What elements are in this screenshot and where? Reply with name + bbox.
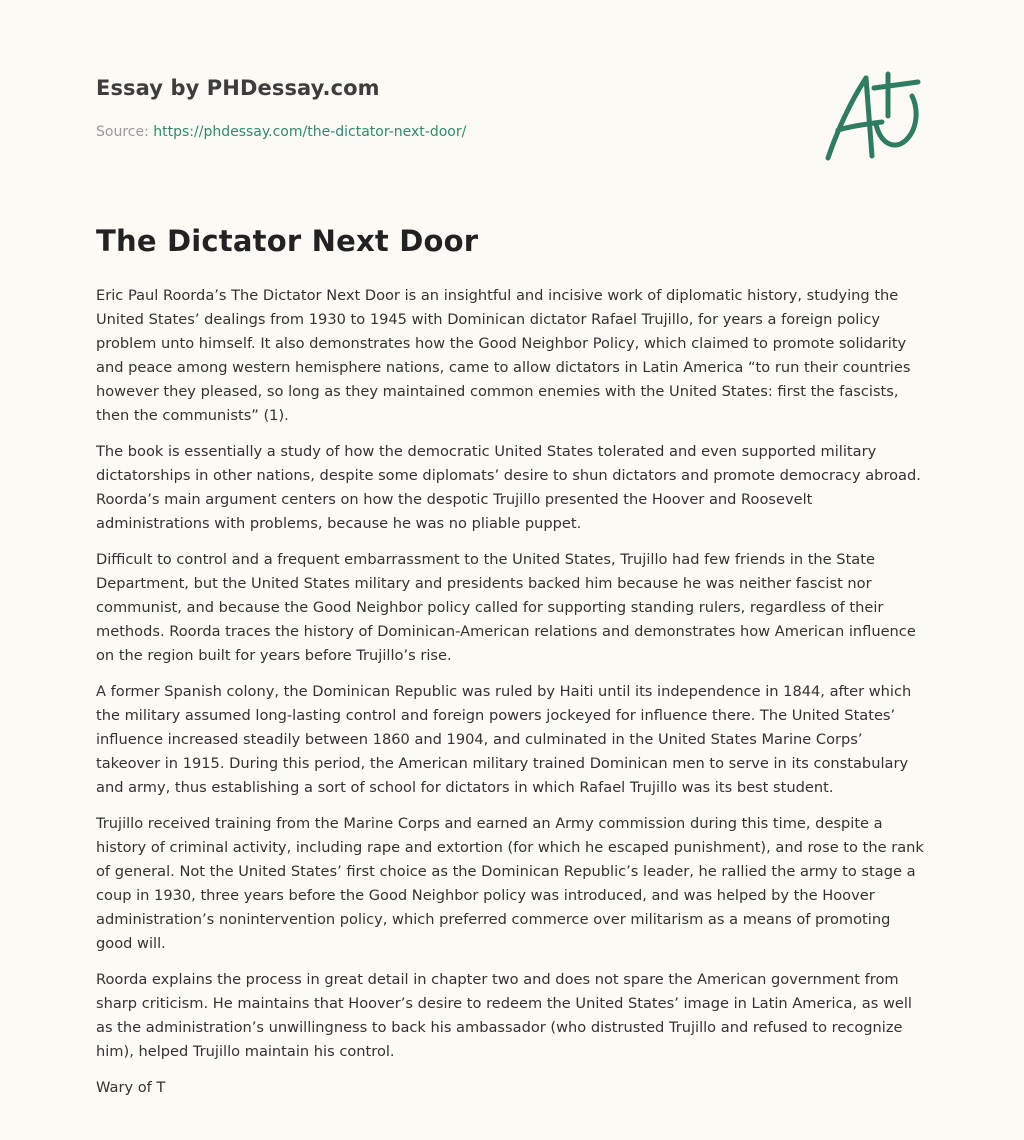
essay-paragraph: Roorda explains the process in great detail in chapter two and does not spare the American government from sharp criticism. He maintains that Hoover’s desire to redeem the United States’ image in Latin America, as well as the administration’s unwillingness to back his ambassador (who distrusted Trujillo and refused to recognize him), helped Trujillo maintain his control. [96,971,912,1060]
essay-paragraph: Difficult to control and a frequent embarrassment to the United States, Trujillo had few friends in the State Department, but the United States military and presidents backed him because he was neither fascist nor communist, and because the Good Neighbor policy called for supporting standing rulers, regardless of their methods. Roorda traces the history of Dominican-American relations and demonstrates how American influence on the region built for years before Trujillo’s rise. [96,551,916,664]
essay-paragraph: A former Spanish colony, the Dominican Republic was ruled by Haiti until its independence in 1844, after which the military assumed long-lasting control and foreign powers jockeyed for influence there. The United States’ influence increased steadily between 1860 and 1904, and culminated in the United States Marine Corps’ takeover in 1915. During this period, the American military trained Dominican men to serve in its constabulary and army, thus establishing a sort of school for dictators in which Rafael Trujillo was its best student. [96,683,912,796]
site-title: Essay by PHDessay.com [96,76,380,100]
source-link[interactable]: https://phdessay.com/the-dictator-next-door/ [153,124,467,140]
essay-paragraph: Eric Paul Roorda’s The Dictator Next Door is an insightful and incisive work of diplomatic history, studying the United States’ dealings from 1930 to 1945 with Dominican dictator Rafael Trujillo, for years a foreign policy problem unto himself. It also demonstrates how the Good Neighbor Policy, which claimed to promote solidarity and peace among western hemisphere nations, came to allow dictators in Latin America “to run their countries however they pleased, so long as they maintained common enemies with the United States: first the fascists, then the communists” (1). [96,287,911,424]
a-plus-logo-icon [822,68,932,168]
essay-body [96,284,928,1112]
source-label: Source: [96,124,154,140]
essay-paragraph: The book is essentially a study of how the democratic United States tolerated and even supported military dictatorships in other nations, despite some diplomats’ desire to shun dictators and promote democracy abroad. Roorda’s main argument centers on how the despotic Trujillo presented the Hoover and Roosevelt administrations with problems, because he was no pliable puppet. [96,443,921,532]
essay-paragraph: Trujillo received training from the Marine Corps and earned an Army commission during this time, despite a history of criminal activity, including rape and extortion (for which he escaped punishment), and rose to the rank of general. Not the United States’ first choice as the Dominican Republic’s leader, he rallied the army to stage a coup in 1930, three years before the Good Neighbor policy was introduced, and was helped by the Hoover administration’s nonintervention policy, which preferred commerce over militarism as a means of promoting good will. [96,815,924,952]
essay-title: The Dictator Next Door [96,224,479,258]
essay-paragraph-truncated: Wary of T [96,1079,166,1096]
source-line [96,124,466,140]
